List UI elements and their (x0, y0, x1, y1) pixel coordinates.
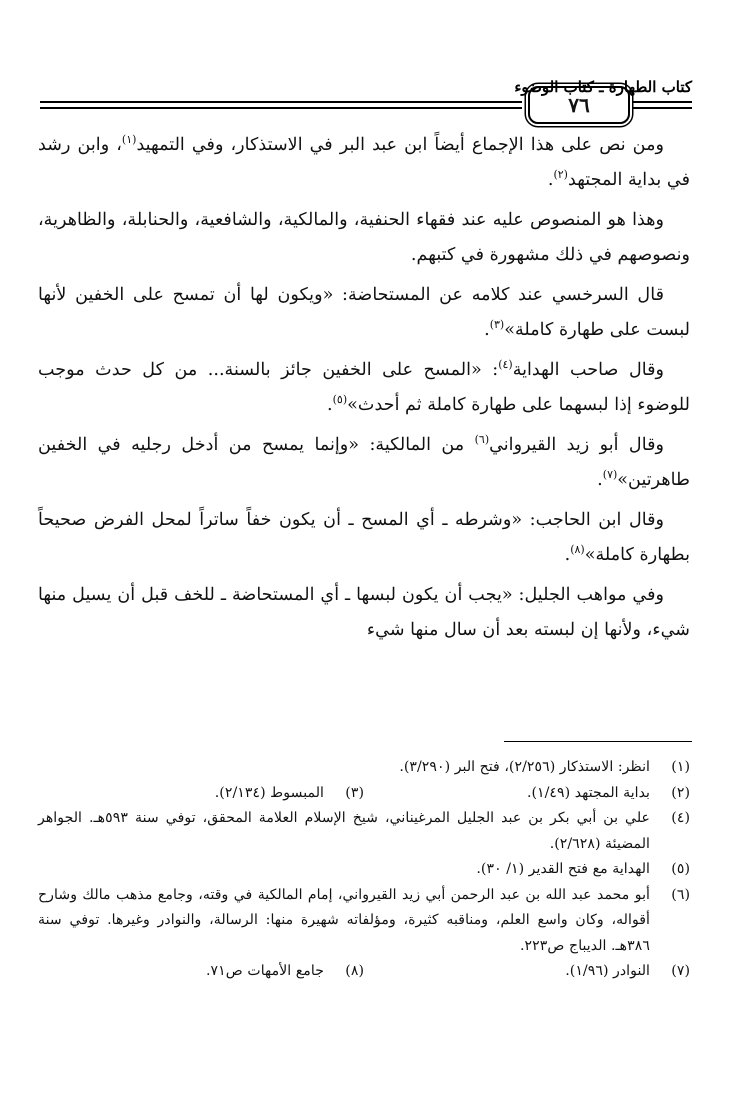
header-rule (40, 101, 522, 103)
footnote-number: (٢) (671, 784, 690, 801)
footnote (38, 959, 364, 985)
footnote (38, 781, 364, 807)
text-run: ، وابن رشد في بداية المجتهد (38, 135, 690, 190)
text-run: وهذا هو المنصوص عليه عند فقهاء الحنفية، والمالكية، والشافعية، والحنابلة، والظاهرية، ونصوصهم في ذلك مشهورة في كتبهم. (38, 210, 690, 265)
footnote-text: الهداية مع فتح القدير (١/ ٣٠). (476, 861, 650, 877)
text-run: وقال أبو زيد القيرواني (489, 435, 664, 455)
footnote (364, 959, 690, 985)
text-run: . (547, 169, 554, 190)
footnote-text: النوادر (١/٩٦). (565, 963, 650, 979)
main-text (38, 128, 690, 653)
footnote-number: (٧) (671, 963, 690, 979)
paragraph (38, 128, 690, 197)
paragraph (38, 428, 690, 497)
footnote (364, 781, 690, 807)
footnote (38, 857, 690, 883)
footnote-row (38, 781, 690, 807)
footnote-number: (٣) (345, 784, 364, 801)
footnotes (38, 755, 690, 985)
footnote-ref[interactable]: (٣) (489, 317, 505, 331)
text-run: ومن نص على هذا الإجماع أيضاً ابن عبد البر في الاستذكار، وفي التمهيد (136, 135, 664, 155)
footnote-text: أبو محمد عبد الله بن عبد الرحمن أبي زيد القيرواني، إمام المالكية في وقته، وجامع مذهب مالك وشارح أقواله، وكان واسع العلم، ومناقبه كثيرة، ومؤلفاته شهيرة منها: الرسالة، والنوادر وغيرها. توفي سنة ٣٨٦هـ. الديباج ص٢٢٣. (38, 886, 650, 954)
footnote-ref[interactable]: (٤) (498, 358, 513, 372)
text-run: وقال ابن الحاجب: «وشرطه ـ أي المسح ـ أن يكون خفاً ساتراً لمحل الفرض صحيحاً بطهارة كاملة» (38, 510, 690, 565)
footnote-number: (٨) (345, 963, 364, 979)
footnote-row (38, 959, 690, 985)
text-run: . (327, 394, 333, 415)
footnote-number: (٤) (671, 810, 690, 826)
footnote-text: علي بن أبي بكر بن عبد الجليل المرغيناني، شيخ الإسلام العلامة المحقق، توفي سنة ٥٩٣هـ. الجواهر المضيئة (٢/٦٢٨). (38, 810, 650, 852)
footnote-text: جامع الأمهات ص٧١. (205, 963, 324, 979)
paragraph (38, 578, 690, 647)
paragraph (38, 203, 690, 272)
running-title: كتاب الطهارة ـ كتاب الوضوء (514, 78, 692, 96)
running-head (40, 74, 692, 126)
footnote (38, 755, 690, 781)
footnote-separator (504, 741, 692, 742)
paragraph (38, 503, 690, 572)
footnote-ref[interactable]: (٧) (602, 467, 618, 481)
footnote-text: انظر: الاستذكار (٢/٢٥٦)، فتح البر (٣/٢٩٠). (399, 759, 650, 775)
footnote-ref[interactable]: (٢) (553, 167, 568, 181)
text-run: . (484, 319, 490, 340)
footnote-number: (١) (671, 759, 690, 775)
footnote-ref[interactable]: (٦) (474, 433, 490, 447)
text-run: : «المسح على الخفين جائز بالسنة... من كل حدث موجب للوضوء إذا لبسهما على طهارة كاملة ثم أحدث» (38, 360, 690, 415)
text-run: . (564, 544, 571, 565)
header-rule (40, 107, 522, 109)
text-run: قال السرخسي عند كلامه عن المستحاضة: «ويكون لها أن تمسح على الخفين لأنها لبست على طهارة كاملة» (38, 285, 690, 340)
paragraph (38, 278, 690, 347)
footnote-ref[interactable]: (٨) (570, 542, 585, 556)
footnote (38, 883, 690, 960)
footnote-number: (٦) (671, 886, 690, 903)
paragraph (38, 353, 690, 422)
header-rule (630, 107, 692, 109)
text-run: من المالكية: «وإنما يمسح من أدخل رجليه في الخفين طاهرتين» (38, 435, 690, 490)
text-run: . (597, 469, 603, 490)
text-run: وقال صاحب الهداية (512, 360, 664, 380)
text-run: وفي مواهب الجليل: «يجب أن يكون لبسها ـ أي المستحاضة ـ للخف قبل أن يسيل منها شيء، ولأنها إن لبسته بعد أن سال منها شيء (38, 585, 690, 640)
footnote-ref[interactable]: (٥) (332, 392, 348, 406)
footnote-number: (٥) (671, 861, 690, 877)
footnote-ref[interactable]: (١) (121, 133, 137, 147)
footnote-text: بداية المجتهد (١/٤٩). (526, 784, 650, 801)
header-rule (630, 101, 692, 103)
footnote (38, 806, 690, 857)
page-number: ٧٦ (528, 86, 630, 124)
footnote-text: المبسوط (٢/١٣٤). (214, 784, 324, 801)
